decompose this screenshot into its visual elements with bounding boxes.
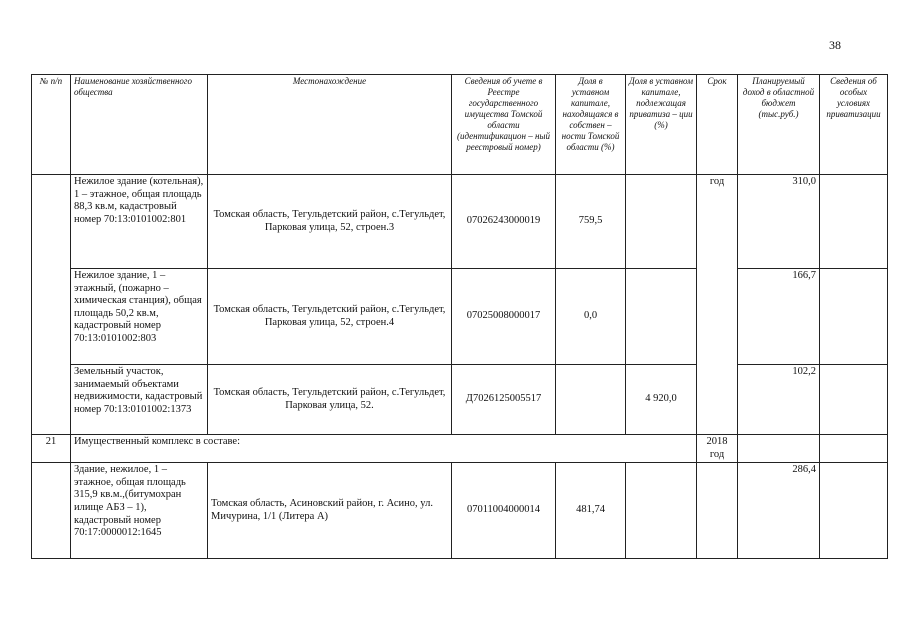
row-registry: 07025008000017	[452, 269, 556, 365]
row-share-owned: 0,0	[556, 269, 626, 365]
row-share-priv	[626, 175, 697, 269]
row-income: 166,7	[738, 269, 820, 365]
row-share-priv	[626, 269, 697, 365]
row-registry: 07011004000014	[452, 463, 556, 559]
page-number: 38	[829, 38, 841, 52]
row-term	[697, 463, 738, 559]
row-term: год	[697, 175, 738, 435]
row-share-owned: 759,5	[556, 175, 626, 269]
row-location: Томская область, Тегульдетский район, с.Тегульдет, Парковая улица, 52, строен.3	[208, 175, 452, 269]
row-location: Томская область, Тегульдетский район, с.Тегульдет, Парковая улица, 52.	[208, 365, 452, 435]
row-share-owned: 481,74	[556, 463, 626, 559]
header-registry: Сведения об учете в Реестре государственного имущества Томской области (идентификацион – ный реестровый номер)	[452, 75, 556, 175]
table-row	[32, 463, 888, 559]
row-name: Земельный участок, занимаемый объектами недвижимости, кадастровый номер 70:13:0101002:1373	[71, 365, 208, 435]
row-share-priv	[626, 463, 697, 559]
section-title: Имущественный комплекс в составе:	[71, 435, 697, 463]
header-term: Срок	[697, 75, 738, 175]
header-share-owned: Доля в уставном капитале, находящаяся в собствен – ности Томской области (%)	[556, 75, 626, 175]
row-share-owned	[556, 365, 626, 435]
row-num	[32, 175, 71, 435]
privatization-table	[31, 74, 888, 559]
header-conditions: Сведения об особых условиях приватизации	[820, 75, 888, 175]
row-registry: 07026243000019	[452, 175, 556, 269]
row-name: Нежилое здание (котельная), 1 – этажное, общая площадь 88,3 кв.м, кадастровый номер 70:13:0101002:801	[71, 175, 208, 269]
header-row	[32, 75, 888, 175]
row-income: 286,4	[738, 463, 820, 559]
header-name: Наименование хозяйственного общества	[71, 75, 208, 175]
header-location: Местонахождение	[208, 75, 452, 175]
row-income: 102,2	[738, 365, 820, 435]
row-share-priv: 4 920,0	[626, 365, 697, 435]
row-name: Нежилое здание, 1 – этажный, (пожарно – химическая станция), общая площадь 50,2 кв.м, кадастровый номер 70:13:0101002:803	[71, 269, 208, 365]
row-conditions	[820, 269, 888, 365]
section-num: 21	[32, 435, 71, 463]
row-registry: Д7026125005517	[452, 365, 556, 435]
table-row	[32, 175, 888, 269]
header-num: № п/п	[32, 75, 71, 175]
table-row	[32, 365, 888, 435]
section-conditions	[820, 435, 888, 463]
row-income: 310,0	[738, 175, 820, 269]
table-row	[32, 269, 888, 365]
header-share-priv: Доля в уставном капитале, подлежащая приватиза – ции (%)	[626, 75, 697, 175]
row-conditions	[820, 463, 888, 559]
row-name: Здание, нежилое, 1 – этажное, общая площадь 315,9 кв.м.,(битумохран илище АБЗ – 1), кадастровый номер 70:17:0000012:1645	[71, 463, 208, 559]
header-income: Планируемый доход в областной бюджет (тыс.руб.)	[738, 75, 820, 175]
row-location: Томская область, Тегульдетский район, с.Тегульдет, Парковая улица, 52, строен.4	[208, 269, 452, 365]
section-income	[738, 435, 820, 463]
row-num	[32, 463, 71, 559]
section-row	[32, 435, 888, 463]
row-conditions	[820, 175, 888, 269]
section-term: 2018 год	[697, 435, 738, 463]
row-conditions	[820, 365, 888, 435]
row-location: Томская область, Асиновский район, г. Асино, ул. Мичурина, 1/1 (Литера А)	[208, 463, 452, 559]
